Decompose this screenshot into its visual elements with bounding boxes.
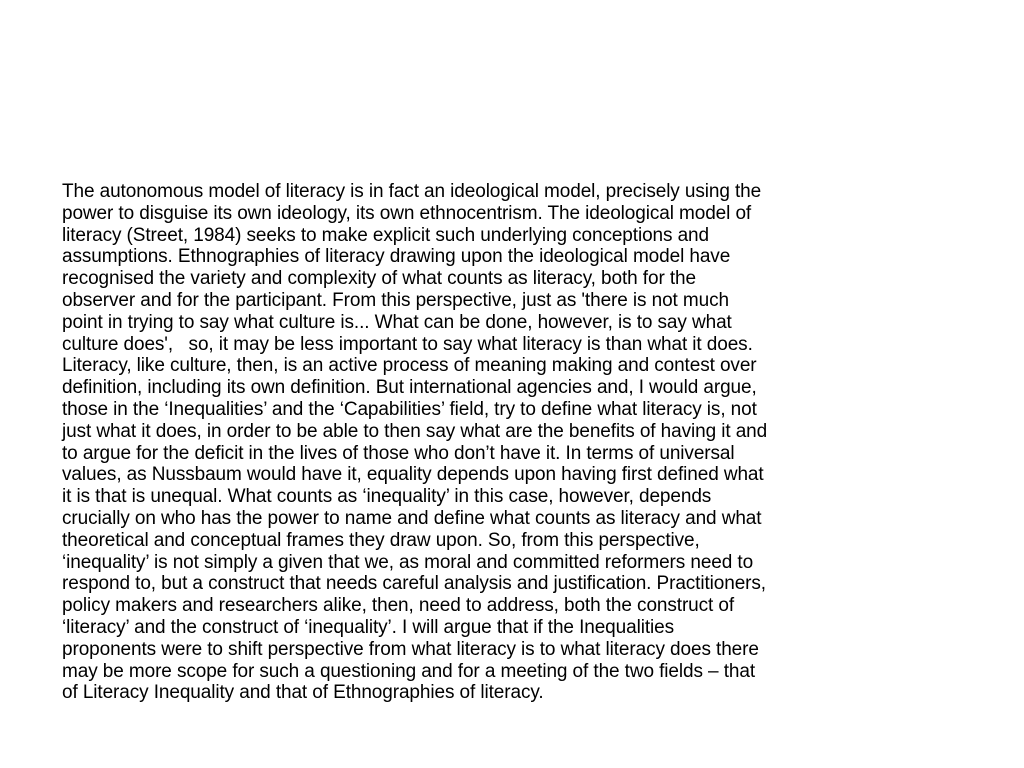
paragraph-line: Literacy, like culture, then, is an active process of meaning making and contest over <box>62 355 757 377</box>
paragraph-line: values, as Nussbaum would have it, equality depends upon having first defined what <box>62 464 764 486</box>
paragraph-line: theoretical and conceptual frames they draw upon. So, from this perspective, <box>62 529 700 551</box>
paragraph-line: to argue for the deficit in the lives of those who don’t have it. In terms of universal <box>62 442 735 464</box>
paragraph-line: observer and for the participant. From this perspective, just as 'there is not much <box>62 289 729 311</box>
paragraph-line: proponents were to shift perspective from what literacy is to what literacy does there <box>62 638 759 660</box>
paragraph-line: culture does', so, it may be less important to say what literacy is than what it does. <box>62 333 753 355</box>
paragraph-line: The autonomous model of literacy is in fact an ideological model, precisely using the <box>62 181 762 202</box>
paragraph-line: recognised the variety and complexity of what counts as literacy, both for the <box>62 268 696 290</box>
paragraph-line: definition, including its own definition. But international agencies and, I would argue, <box>62 377 757 399</box>
paragraph-line: point in trying to say what culture is... What can be done, however, is to say what <box>62 311 732 333</box>
paragraph-line: just what it does, in order to be able to then say what are the benefits of having it and <box>62 420 768 442</box>
paragraph-line: those in the ‘Inequalities’ and the ‘Capabilities’ field, try to define what literacy is, not <box>62 398 757 420</box>
paragraph-line: crucially on who has the power to name and define what counts as literacy and what <box>62 507 762 529</box>
paragraph-line: ‘literacy’ and the construct of ‘inequality’. I will argue that if the Inequalities <box>62 616 674 638</box>
paragraph-line: literacy (Street, 1984) seeks to make explicit such underlying conceptions and <box>62 224 709 246</box>
paragraph-line: of Literacy Inequality and that of Ethnographies of literacy. <box>62 682 544 704</box>
paragraph-line: it is that is unequal. What counts as ‘inequality’ in this case, however, depends <box>62 486 712 508</box>
paragraph-line: may be more scope for such a questioning and for a meeting of the two fields – that <box>62 660 755 682</box>
paragraph-line: power to disguise its own ideology, its own ethnocentrism. The ideological model of <box>62 202 752 224</box>
paragraph-line: assumptions. Ethnographies of literacy drawing upon the ideological model have <box>62 246 731 268</box>
body-paragraph <box>62 181 1004 704</box>
paragraph-line: ‘inequality’ is not simply a given that we, as moral and committed reformers need to <box>62 551 754 573</box>
paragraph-line: respond to, but a construct that needs careful analysis and justification. Practitioners, <box>62 573 766 595</box>
paragraph-line: policy makers and researchers alike, then, need to address, both the construct of <box>62 595 735 617</box>
